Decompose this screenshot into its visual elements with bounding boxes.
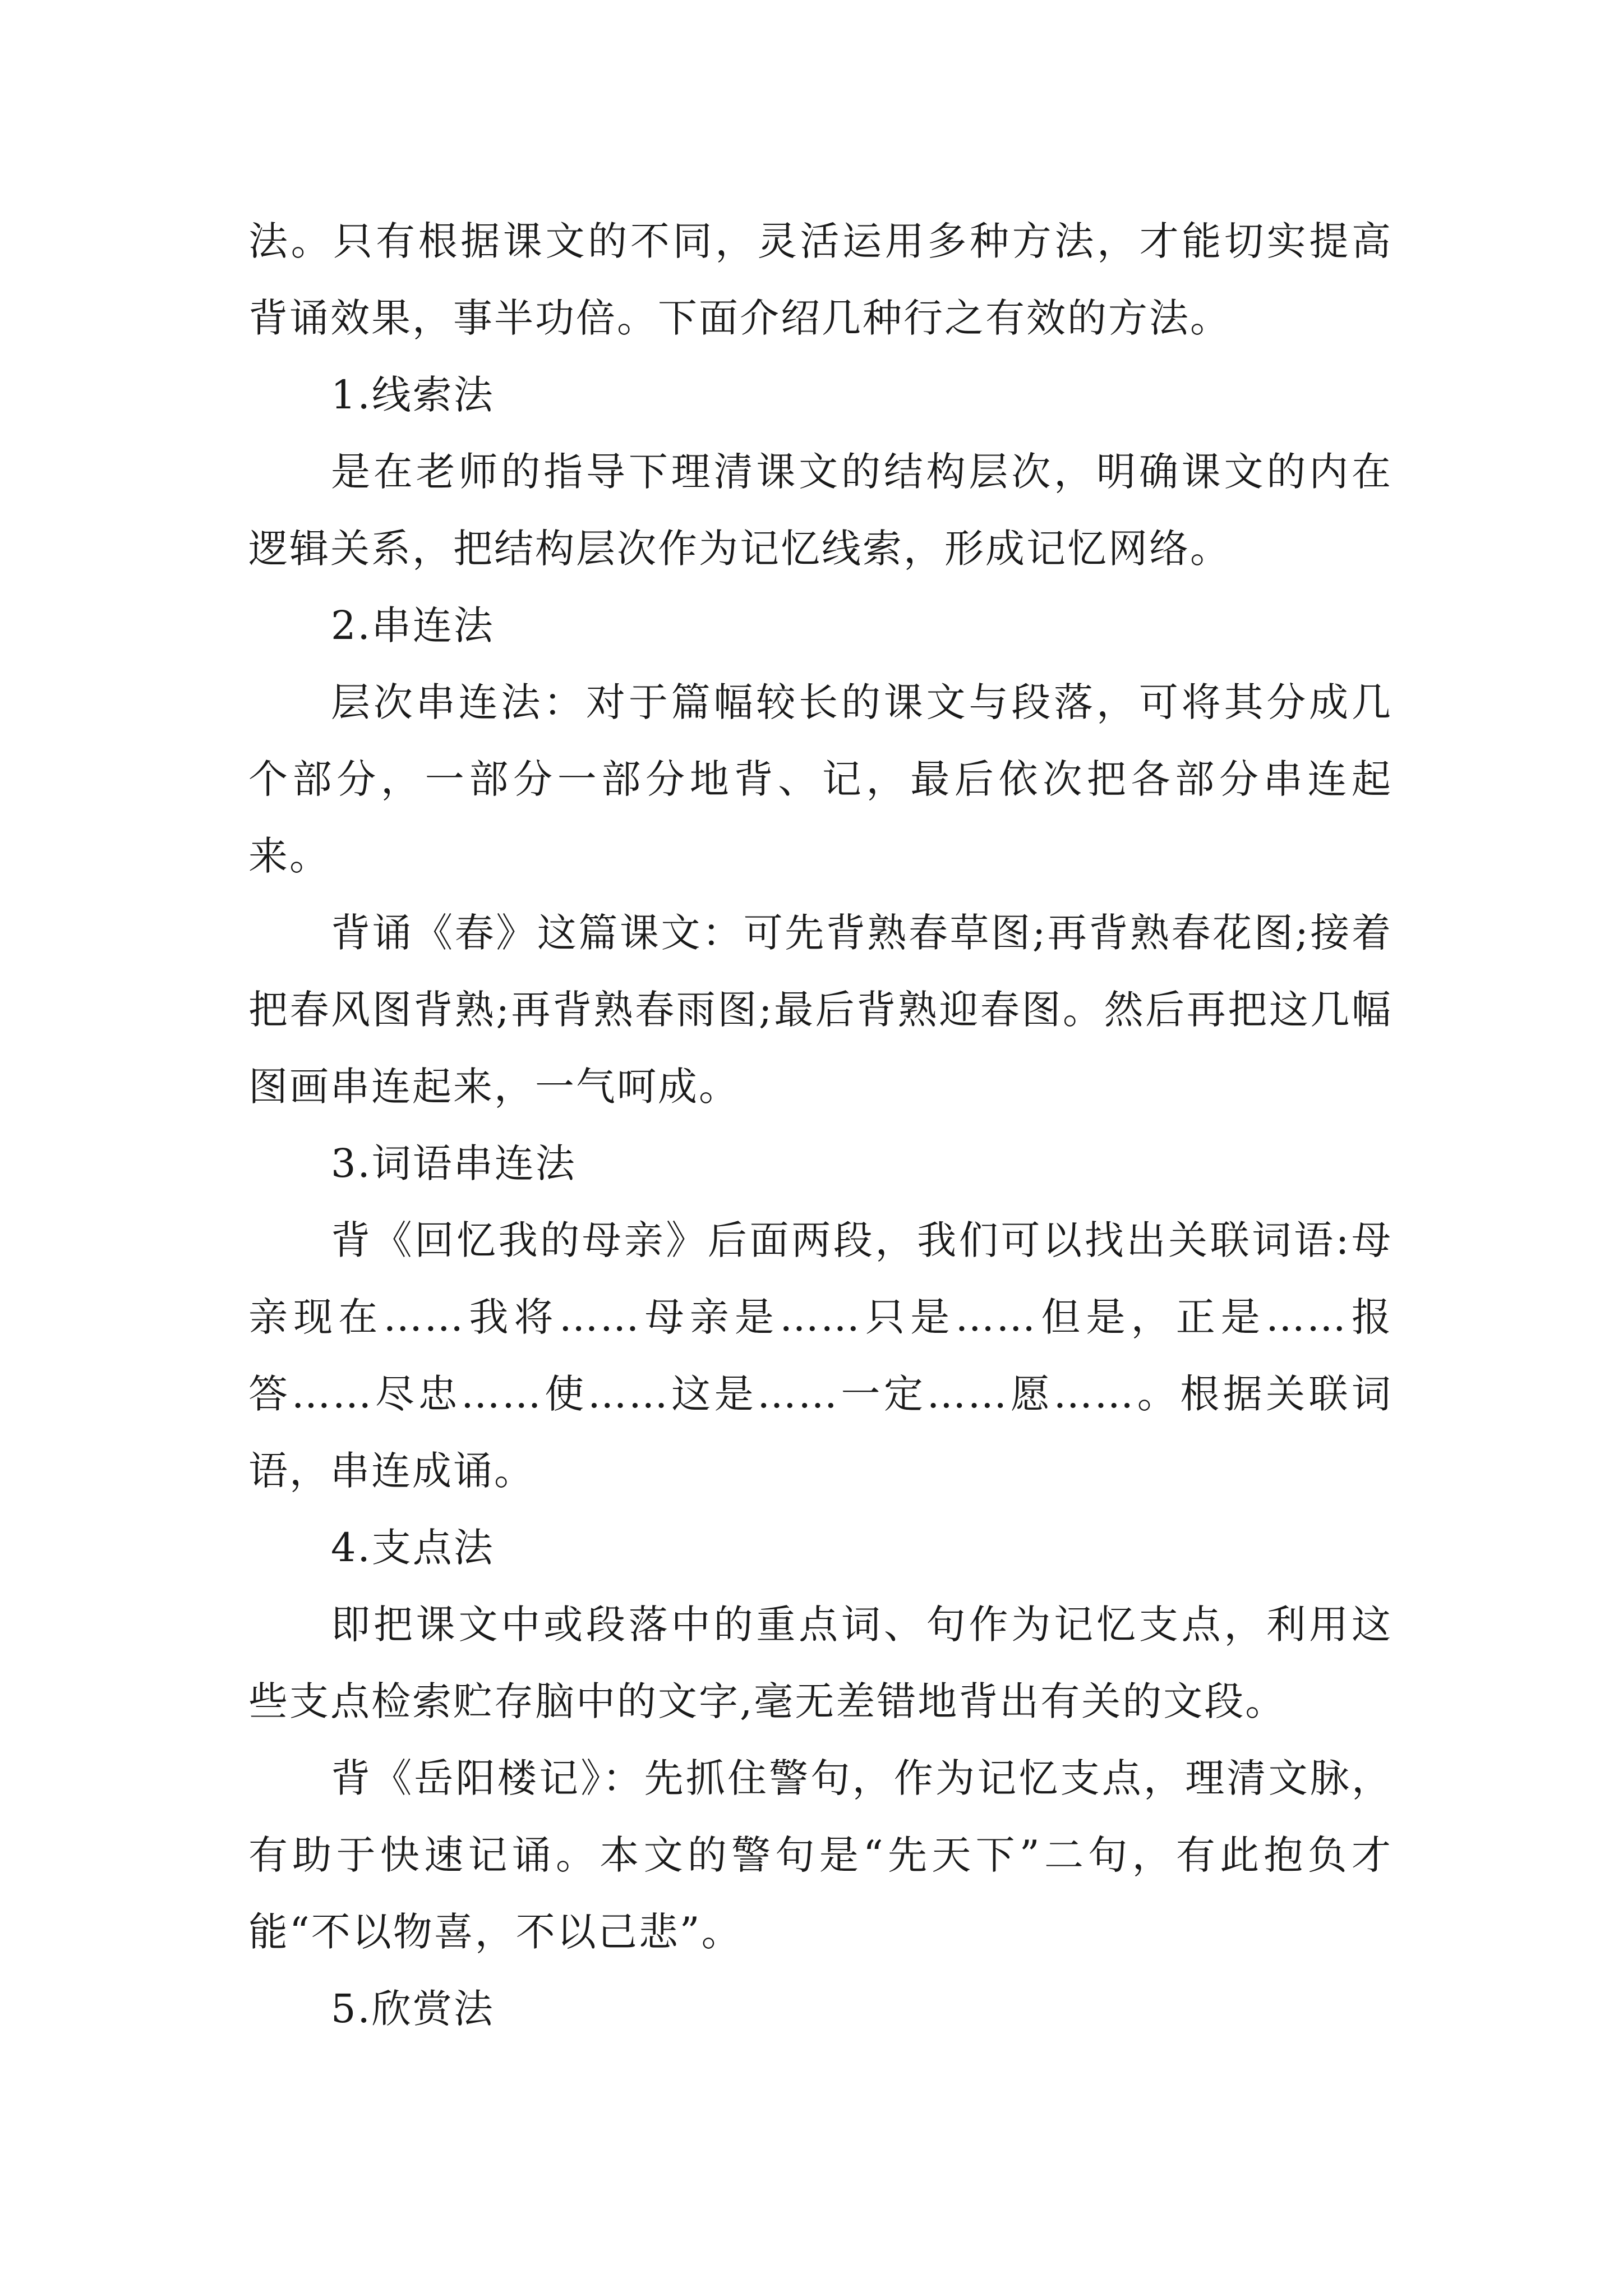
heading-clue-method: 1.线索法	[331, 372, 495, 418]
paragraph-mother-example: 背《回忆我的母亲》后面两段，我们可以找出关联词语:母亲现在……我将……母亲是……只是……但是，正是……报答……尽忠……使……这是……一定……愿……。根据关联词语，串连成诵。	[248, 1217, 1393, 1494]
paragraph-clue-method: 是在老师的指导下理清课文的结构层次，明确课文的内在逻辑关系，把结构层次作为记忆线索，形成记忆网络。	[248, 449, 1393, 572]
paragraph-spring-example: 背诵《春》这篇课文：可先背熟春草图;再背熟春花图;接着把春风图背熟;再背熟春雨图;最后背熟迎春图。然后再把这几幅图画串连起来，一气呵成。	[248, 910, 1393, 1110]
heading-pivot-method: 4.支点法	[331, 1525, 495, 1571]
heading-appreciation-method: 5.欣赏法	[331, 1986, 495, 2032]
document-body	[248, 203, 1393, 2047]
paragraph-yueyang-example: 背《岳阳楼记》：先抓住警句，作为记忆支点，理清文脉，有助于快速记诵。本文的警句是“先天下”二句，有此抱负才能“不以物喜，不以己悲”。	[248, 1755, 1393, 1955]
paragraph-layer-chain-method: 层次串连法：对于篇幅较长的课文与段落，可将其分成几个部分，一部分一部分地背、记，最后依次把各部分串连起来。	[248, 679, 1393, 879]
paragraph-intro-continuation: 法。只有根据课文的不同，灵活运用多种方法，才能切实提高背诵效果，事半功倍。下面介绍几种行之有效的方法。	[248, 218, 1393, 341]
paragraph-pivot-method: 即把课文中或段落中的重点词、句作为记忆支点，利用这些支点检索贮存脑中的文字,毫无差错地背出有关的文段。	[248, 1602, 1393, 1724]
heading-word-chain-method: 3.词语串连法	[331, 1140, 577, 1186]
heading-chain-method: 2.串连法	[331, 602, 495, 648]
